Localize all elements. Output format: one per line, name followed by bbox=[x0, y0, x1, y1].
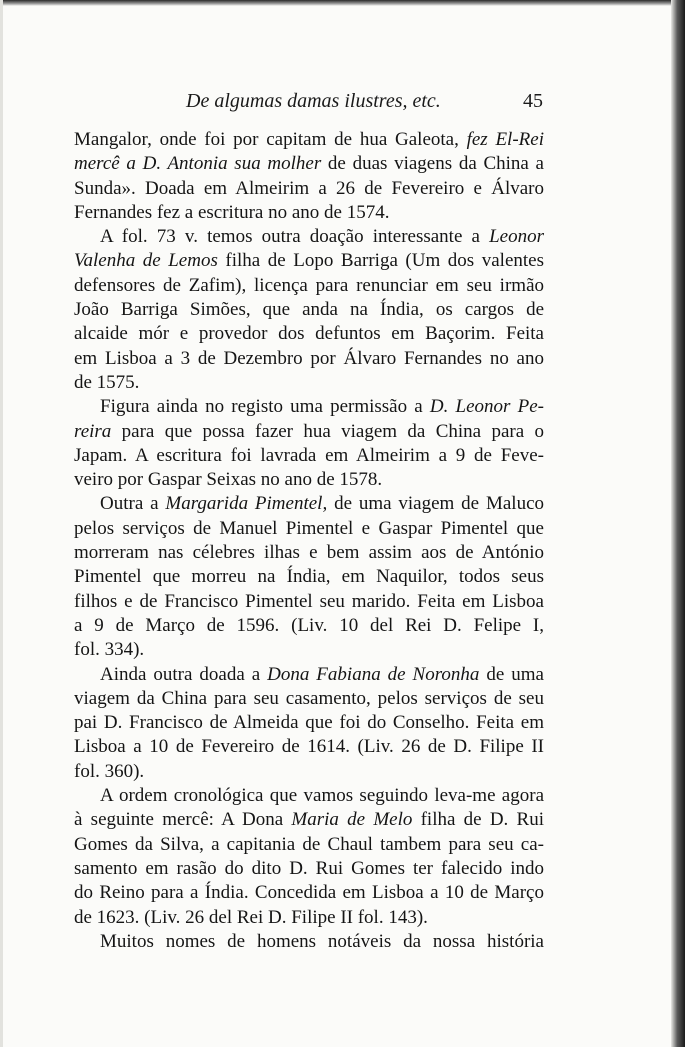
text-line bbox=[74, 371, 544, 395]
text-segment: Ainda outra doada a bbox=[100, 663, 268, 685]
text-line bbox=[74, 395, 544, 419]
italic-text-segment: Maria de Melo bbox=[291, 809, 413, 831]
text-line bbox=[74, 663, 544, 687]
text-line bbox=[74, 833, 544, 857]
text-segment: de uma bbox=[479, 663, 544, 685]
text-segment: defensores de Zafim), licença para renunciar em seu irmão bbox=[74, 274, 544, 296]
italic-text-segment: D. Leonor Pe- bbox=[429, 396, 544, 418]
text-line bbox=[74, 735, 544, 759]
text-segment: para que possa fazer hua viagem da China para o bbox=[111, 420, 544, 442]
text-segment: João Barriga Simões, que anda na Índia, os cargos de bbox=[74, 299, 544, 321]
text-segment: filha de D. Rui bbox=[412, 809, 544, 831]
text-segment: fol. 360). bbox=[74, 760, 145, 782]
text-line bbox=[74, 541, 544, 565]
text-segment: viagem da China para seu casamento, pelos serviços de seu bbox=[74, 687, 544, 709]
text-segment: Fernandes fez a escritura no ano de 1574. bbox=[74, 201, 390, 223]
text-line bbox=[74, 808, 544, 832]
page-left-edge bbox=[0, 0, 3, 1047]
text-line bbox=[74, 784, 544, 808]
text-segment: Lisboa a 10 de Fevereiro de 1614. (Liv. 26 de D. Filipe II bbox=[74, 736, 544, 758]
text-segment: filha de Lopo Barriga (Um dos valentes bbox=[217, 250, 544, 272]
italic-text-segment: fez El-Rei bbox=[466, 129, 544, 150]
italic-text-segment: Dona Fabiana de Noronha bbox=[267, 663, 480, 685]
text-line bbox=[74, 857, 544, 881]
text-segment: de 1623. (Liv. 26 del Rei D. Filipe II fol. 143). bbox=[74, 906, 428, 928]
text-segment: morreram nas célebres ilhas e bem assim aos de António bbox=[74, 542, 544, 564]
text-line bbox=[74, 225, 544, 249]
text-segment: fol. 334). bbox=[74, 639, 145, 661]
text-line bbox=[74, 590, 544, 614]
text-segment: do Reino para a Índia. Concedida em Lisboa a 10 de Março bbox=[74, 882, 544, 904]
text-segment: alcaide mór e provedor dos defuntos em Baçorim. Feita bbox=[74, 323, 544, 345]
running-title: De algumas damas ilustres, etc. bbox=[186, 90, 441, 112]
text-segment: Gomes da Silva, a capitania de Chaul tambem para seu ca- bbox=[74, 833, 544, 855]
text-segment: A fol. 73 v. temos outra doação interessante a bbox=[100, 226, 490, 248]
text-line bbox=[74, 420, 544, 444]
text-line bbox=[74, 347, 544, 371]
text-segment: samento em rasão do dito D. Rui Gomes ter falecido indo bbox=[74, 857, 544, 879]
italic-text-segment: Leonor bbox=[489, 226, 544, 248]
text-segment: Japam. A escritura foi lavrada em Almeirim a 9 de Feve- bbox=[74, 444, 544, 466]
running-header bbox=[75, 90, 545, 120]
body-text bbox=[74, 128, 544, 954]
text-segment: veiro por Gaspar Seixas no ano de 1578. bbox=[74, 469, 383, 491]
text-line bbox=[74, 687, 544, 711]
text-line bbox=[74, 152, 544, 176]
text-segment: de 1575. bbox=[74, 371, 140, 393]
text-segment: Outra a bbox=[100, 493, 166, 515]
text-line bbox=[74, 468, 544, 492]
text-segment: em Lisboa a 3 de Dezembro por Álvaro Fernandes no ano bbox=[74, 347, 544, 369]
italic-text-segment: Margarida Pimentel, bbox=[165, 493, 328, 515]
text-segment: pelos serviços de Manuel Pimentel e Gaspar Pimentel que bbox=[74, 517, 544, 539]
text-segment: filhos e de Francisco Pimentel seu marido. Feita em Lisboa bbox=[74, 590, 544, 612]
text-segment: Figura ainda no registo uma permissão a bbox=[100, 396, 430, 418]
text-line bbox=[74, 492, 544, 516]
text-segment: a 9 de Março de 1596. (Liv. 10 del Rei D. Felipe I, bbox=[74, 614, 544, 636]
text-line bbox=[74, 249, 544, 273]
italic-text-segment: reira bbox=[74, 420, 112, 442]
text-segment: Muitos nomes de homens notáveis da nossa história bbox=[100, 930, 544, 952]
text-segment: de duas viagens da China a bbox=[321, 153, 544, 175]
text-segment: Mangalor, onde foi por capitam de hua Galeota, bbox=[74, 129, 467, 150]
text-line bbox=[74, 760, 544, 784]
text-line bbox=[74, 930, 544, 954]
text-segment: à seguinte mercê: A Dona bbox=[74, 809, 292, 831]
text-line bbox=[74, 906, 544, 930]
text-segment: de uma viagem de Maluco bbox=[327, 493, 544, 515]
text-line bbox=[74, 517, 544, 541]
text-line bbox=[74, 881, 544, 905]
text-line bbox=[74, 177, 544, 201]
text-line bbox=[74, 298, 544, 322]
page-number: 45 bbox=[523, 90, 543, 112]
text-line bbox=[74, 201, 544, 225]
text-line bbox=[74, 565, 544, 589]
text-segment: pai D. Francisco de Almeida que foi do Conselho. Feita em bbox=[74, 712, 544, 734]
text-line bbox=[74, 444, 544, 468]
text-segment: Pimentel que morreu na Índia, em Naquilor, todos seus bbox=[74, 566, 544, 588]
text-line bbox=[74, 128, 544, 152]
italic-text-segment: mercê a D. Antonia sua molher bbox=[74, 153, 322, 175]
page-top-edge bbox=[0, 0, 685, 6]
italic-text-segment: Valenha de Lemos bbox=[74, 250, 218, 272]
text-line bbox=[74, 614, 544, 638]
text-line bbox=[74, 638, 544, 662]
text-line bbox=[74, 274, 544, 298]
text-segment: Sunda». Doada em Almeirim a 26 de Fevereiro e Álvaro bbox=[74, 177, 544, 199]
page-binding-edge bbox=[671, 0, 685, 1047]
text-segment: A ordem cronológica que vamos seguindo leva-me agora bbox=[100, 785, 544, 807]
text-line bbox=[74, 322, 544, 346]
text-line bbox=[74, 711, 544, 735]
